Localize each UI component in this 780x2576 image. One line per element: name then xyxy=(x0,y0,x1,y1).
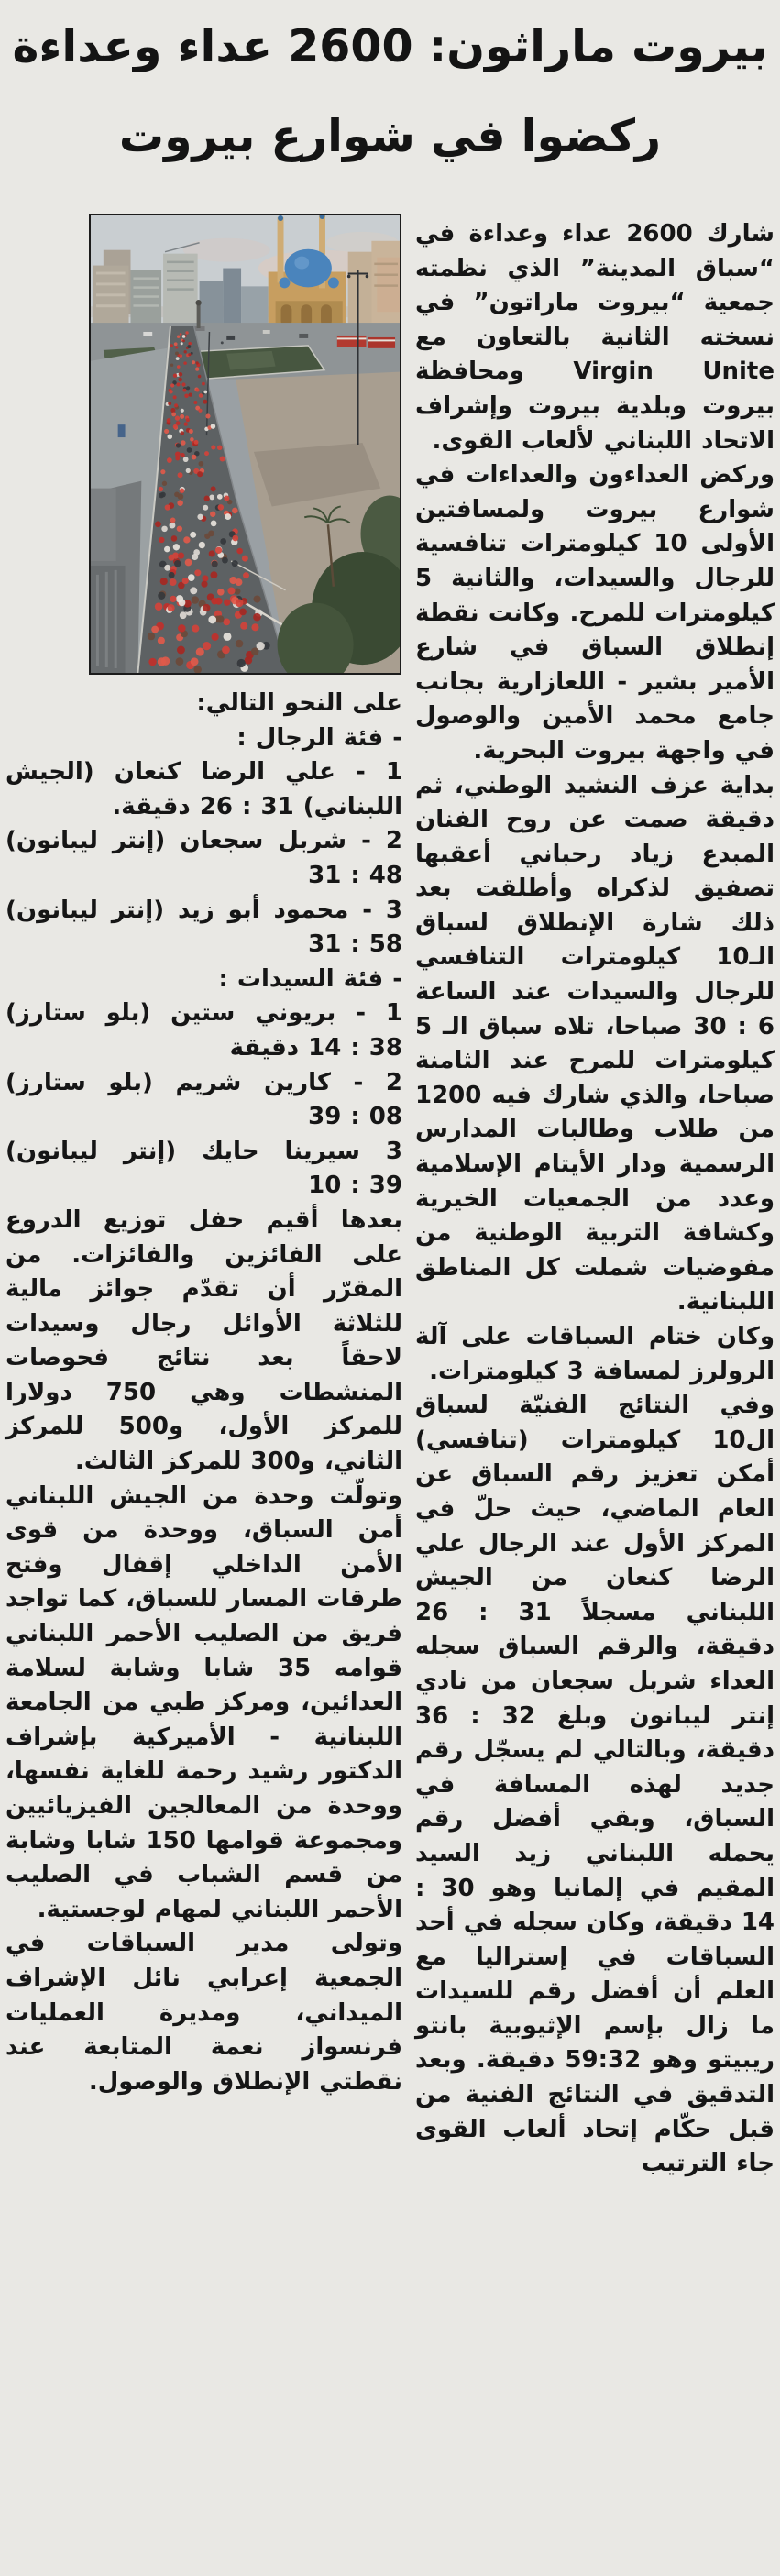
closing-paragraphs xyxy=(5,1204,402,2099)
marathon-aerial-photo xyxy=(89,214,401,675)
result-text: 2 - شربل سجعان (إنتر ليبانون) xyxy=(5,827,402,855)
result-time: 10 : 39 xyxy=(308,1172,402,1200)
result-time: 31 : 58 xyxy=(308,930,402,959)
article-paragraph: وفي النتائج الفنيّة لسباق ال10 كيلومترات (تنافسي) أمكن تعزيز رقم السباق عن العام الماضي، حيث حلّ في المركز الأول عند الرجال علي الرضا كنعان من الجيش اللبناني مسجلاً 31 : 26 دقيقة، والرقم السباق سجله العداء شربل سجعان من نادي إنتر ليبانون وبلغ 32 : 36 دقيقة، وبالتالي لم يسجّل رقم جديد لهذه المسافة في السباق، وبقي أفضل رقم يحمله اللبناني زيد السيد المقيم في إلمانيا وهو 30 : 14 دقيقة، وكان سجله في أحد السباقات في إستراليا مع العلم أن أفضل رقم للسيدات ما زال بإسم الإثيوبية بانتو ريبيتو وهو 59:32 دقيقة. وبعد التدقيق في النتائج الفنية من قبل حكّام إتحاد ألعاب القوى جاء الترتيب xyxy=(415,1392,775,2178)
result-line xyxy=(5,721,402,756)
result-line xyxy=(5,1135,402,1204)
result-line xyxy=(5,824,402,893)
article-column-right xyxy=(415,217,775,2182)
continuation-line: على النحو التالي: xyxy=(196,689,402,717)
result-unit: دقيقة. xyxy=(112,792,191,820)
photo-right-buildings xyxy=(348,241,400,334)
result-time: 39 : 08 xyxy=(308,1103,402,1131)
article-paragraph: وركض العداءون والعداءات في شوارع بيروت ولمسافتين الأولى 10 كيلومترات تنافسية للرجال والسيدات، والثانية 5 كيلومترات للمرح. وكانت نقطة إنطلاق السباق في شارع الأمير بشير - اللعازارية بجانب جامع محمد الأمين والوصول في واجهة بيروت البحرية. xyxy=(415,461,775,765)
result-line xyxy=(5,755,402,824)
article-column-left xyxy=(5,687,402,2099)
article-paragraph: بعدها أقيم حفل توزيع الدروع على الفائزين والفائزات. من المقرّر أن تقدّم جوائز مالية للثلاثة الأوائل رجال وسيدات لاحقاً بعد نتائج فحوصات المنشطات وهي 750 دولارا للمركز الأول، و500 للمركز الثاني، و300 للمركز الثالث. xyxy=(5,1205,402,1476)
result-text: 1 - علي الرضا كنعان (الجيش اللبناني) xyxy=(5,758,402,820)
result-time: 31 : 48 xyxy=(308,861,402,889)
article-headline xyxy=(0,2,780,182)
article-paragraph: شارك 2600 عداء وعداءة في “سباق المدينة” الذي نظمته جمعية “بيروت ماراتون” في نسخته الثانية بالتعاون مع Virgin Unite ومحافظة بيروت وبلدية بيروت وإشراف الاتحاد اللبناني لألعاب القوى. xyxy=(415,220,775,455)
article-paragraph: وكان ختام السباقات على آلة الرولرز لمسافة 3 كيلومترات. xyxy=(415,1323,775,1385)
result-line xyxy=(5,996,402,1065)
result-time: 14 : 38 xyxy=(308,1033,402,1062)
result-text: - فئة السيدات : xyxy=(218,964,402,993)
result-text: - فئة الرجال : xyxy=(236,723,402,752)
result-unit: دقيقة xyxy=(229,1033,300,1062)
result-line xyxy=(5,963,402,997)
headline-line-1: بيروت ماراثون: 2600 عداء وعداءة xyxy=(12,20,768,72)
result-time: 26 : 31 xyxy=(199,792,294,820)
result-text: 3 - محمود أبو زيد (إنتر ليبانون) xyxy=(5,896,402,924)
result-line xyxy=(5,1066,402,1135)
result-text: 2 - كارين شريم (بلو ستارز) xyxy=(5,1068,402,1096)
article-paragraph: وتولّت وحدة من الجيش اللبناني أمن السباق، ووحدة من قوى الأمن الداخلي إقفال وفتح طرقات المسار للسباق، كما تواجد فريق من الصليب الأحمر اللبناني قوامه 35 شابا وشابة لسلامة العدائين، ومركز طبي من الجامعة اللبنانية - الأميركية بإشراف الدكتور رشيد رحمة للغاية نفسها، ووحدة من المعالجين الفيزيائيين ومجموعة قوامها 150 شابا وشابة من قسم الشباب في الصليب الأحمر اللبناني لمهام لوجستية. xyxy=(5,1481,403,1923)
article-paragraph: وتولى مدير السباقات في الجمعية إعرابي نائل الإشراف الميداني، ومديرة العمليات فرنسواز نعمة المتابعة عند نقطتي الإنطلاق والوصول. xyxy=(5,1930,402,2096)
result-text: 1 - بريوني ستين (بلو ستارز) xyxy=(5,999,402,1028)
result-line xyxy=(5,894,402,963)
result-text: 3 سيرينا حايك (إنتر ليبانون) xyxy=(5,1137,402,1165)
photo-red-buses xyxy=(337,336,395,348)
results-list xyxy=(5,721,402,1204)
headline-line-2: ركضوا في شوارع بيروت xyxy=(118,110,662,162)
article-paragraph: بداية عزف النشيد الوطني، ثم دقيقة صمت عن روح الفنان المبدع زياد رحباني أعقبها تصفيق لذكراه وأطلقت بعد ذلك شارة الإنطلاق لسباق الـ10 كيلومترات التنافسي للرجال والسيدات عند الساعة 6 : 30 صباحا، تلاه سباق الـ 5 كيلومترات للمرح عند الثامنة صباحا، والذي شارك فيه 1200 من طلاب وطالبات المدارس الرسمية ودار الأيتام الإسلامية وعدد من الجمعيات الخيرية وكشافة التربية الوطنية من مفوضيات شملت كل المناطق اللبنانية. xyxy=(415,771,775,1316)
